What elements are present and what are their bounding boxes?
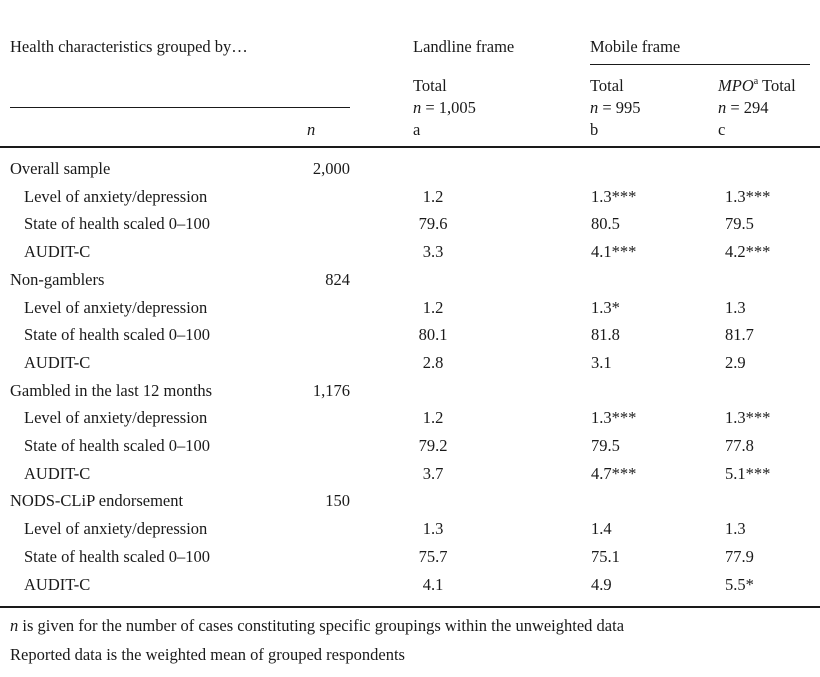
row-label: Level of anxiety/depression xyxy=(24,519,208,538)
cell-a: 2.8 xyxy=(422,353,444,372)
row-label: Level of anxiety/depression xyxy=(24,298,208,317)
cell-b: 79.5 xyxy=(591,436,620,455)
header-bottom-rule xyxy=(0,146,820,148)
cell-b: 1.3* xyxy=(591,298,620,317)
group-label: NODS-CLiP endorsement xyxy=(10,491,184,510)
cell-a: 3.7 xyxy=(422,464,444,483)
cell-c: 1.3 xyxy=(725,298,746,317)
row-label: Level of anxiety/depression xyxy=(24,408,208,427)
col-c-letter: c xyxy=(718,120,726,139)
n-cell: 1,176 xyxy=(312,381,350,400)
group-label: Overall sample xyxy=(10,159,111,178)
cell-c: 77.8 xyxy=(725,436,754,455)
cell-b: 4.1*** xyxy=(591,242,637,261)
cell-a: 3.3 xyxy=(422,242,444,261)
cell-a: 1.2 xyxy=(422,187,444,206)
cell-a: 80.1 xyxy=(418,325,448,344)
mobile-frame-header: Mobile frame xyxy=(590,37,681,56)
row-label: AUDIT-C xyxy=(24,575,91,594)
cell-a: 75.7 xyxy=(418,547,448,566)
col-c-title: MPO$^a$ Total xyxy=(718,76,796,95)
cell-c: 4.2*** xyxy=(725,242,771,261)
group-label: Non-gamblers xyxy=(10,270,105,289)
row-label: State of health scaled 0–100 xyxy=(24,325,211,344)
cell-a: 1.2 xyxy=(422,408,444,427)
row-group-header: Health characteristics grouped by… xyxy=(10,37,248,56)
row-label: State of health scaled 0–100 xyxy=(24,547,211,566)
row-label: AUDIT-C xyxy=(24,353,91,372)
n-column-rule xyxy=(10,107,350,108)
cell-c: 77.9 xyxy=(725,547,754,566)
table-bottom-rule xyxy=(0,606,820,608)
cell-b: 1.3*** xyxy=(591,408,637,427)
cell-c: 79.5 xyxy=(725,214,754,233)
row-label: AUDIT-C xyxy=(24,464,91,483)
n-cell: 2,000 xyxy=(312,159,350,178)
footnote-unweighted: n is given for the number of cases constituting specific groupings within the unweighted data xyxy=(10,616,625,635)
n-column-header: n xyxy=(307,120,316,139)
cell-c: 2.9 xyxy=(725,353,746,372)
row-label: State of health scaled 0–100 xyxy=(24,436,211,455)
cell-b: 4.9 xyxy=(591,575,612,594)
n-cell: 824 xyxy=(325,270,350,289)
col-b-n: n = 995 xyxy=(590,98,641,117)
cell-b: 80.5 xyxy=(591,214,620,233)
group-label: Gambled in the last 12 months xyxy=(10,381,213,400)
cell-c: 5.1*** xyxy=(725,464,771,483)
cell-b: 81.8 xyxy=(591,325,620,344)
cell-b: 75.1 xyxy=(591,547,620,566)
cell-a: 1.2 xyxy=(422,298,444,317)
cell-c: 1.3*** xyxy=(725,187,771,206)
mobile-frame-underline xyxy=(590,64,810,65)
cell-b: 1.4 xyxy=(591,519,612,538)
col-a-n: n = 1,005 xyxy=(413,98,476,117)
cell-a: 79.6 xyxy=(418,214,448,233)
cell-a: 4.1 xyxy=(422,575,444,594)
col-b-letter: b xyxy=(590,120,599,139)
row-label: Level of anxiety/depression xyxy=(24,187,208,206)
col-c-n: n = 294 xyxy=(718,98,769,117)
col-b-title: Total xyxy=(590,76,624,95)
col-a-letter: a xyxy=(413,120,421,139)
row-label: State of health scaled 0–100 xyxy=(24,214,211,233)
cell-c: 1.3 xyxy=(725,519,746,538)
col-a-title: Total xyxy=(413,76,447,95)
cell-c: 1.3*** xyxy=(725,408,771,427)
cell-a: 79.2 xyxy=(418,436,448,455)
cell-c: 5.5* xyxy=(725,575,754,594)
row-label: AUDIT-C xyxy=(24,242,91,261)
cell-b: 3.1 xyxy=(591,353,612,372)
footnote-weighted: Reported data is the weighted mean of grouped respondents xyxy=(10,645,405,664)
cell-a: 1.3 xyxy=(422,519,444,538)
cell-b: 1.3*** xyxy=(591,187,637,206)
cell-c: 81.7 xyxy=(725,325,754,344)
cell-b: 4.7*** xyxy=(591,464,637,483)
landline-frame-header: Landline frame xyxy=(413,37,515,56)
n-cell: 150 xyxy=(325,491,350,510)
